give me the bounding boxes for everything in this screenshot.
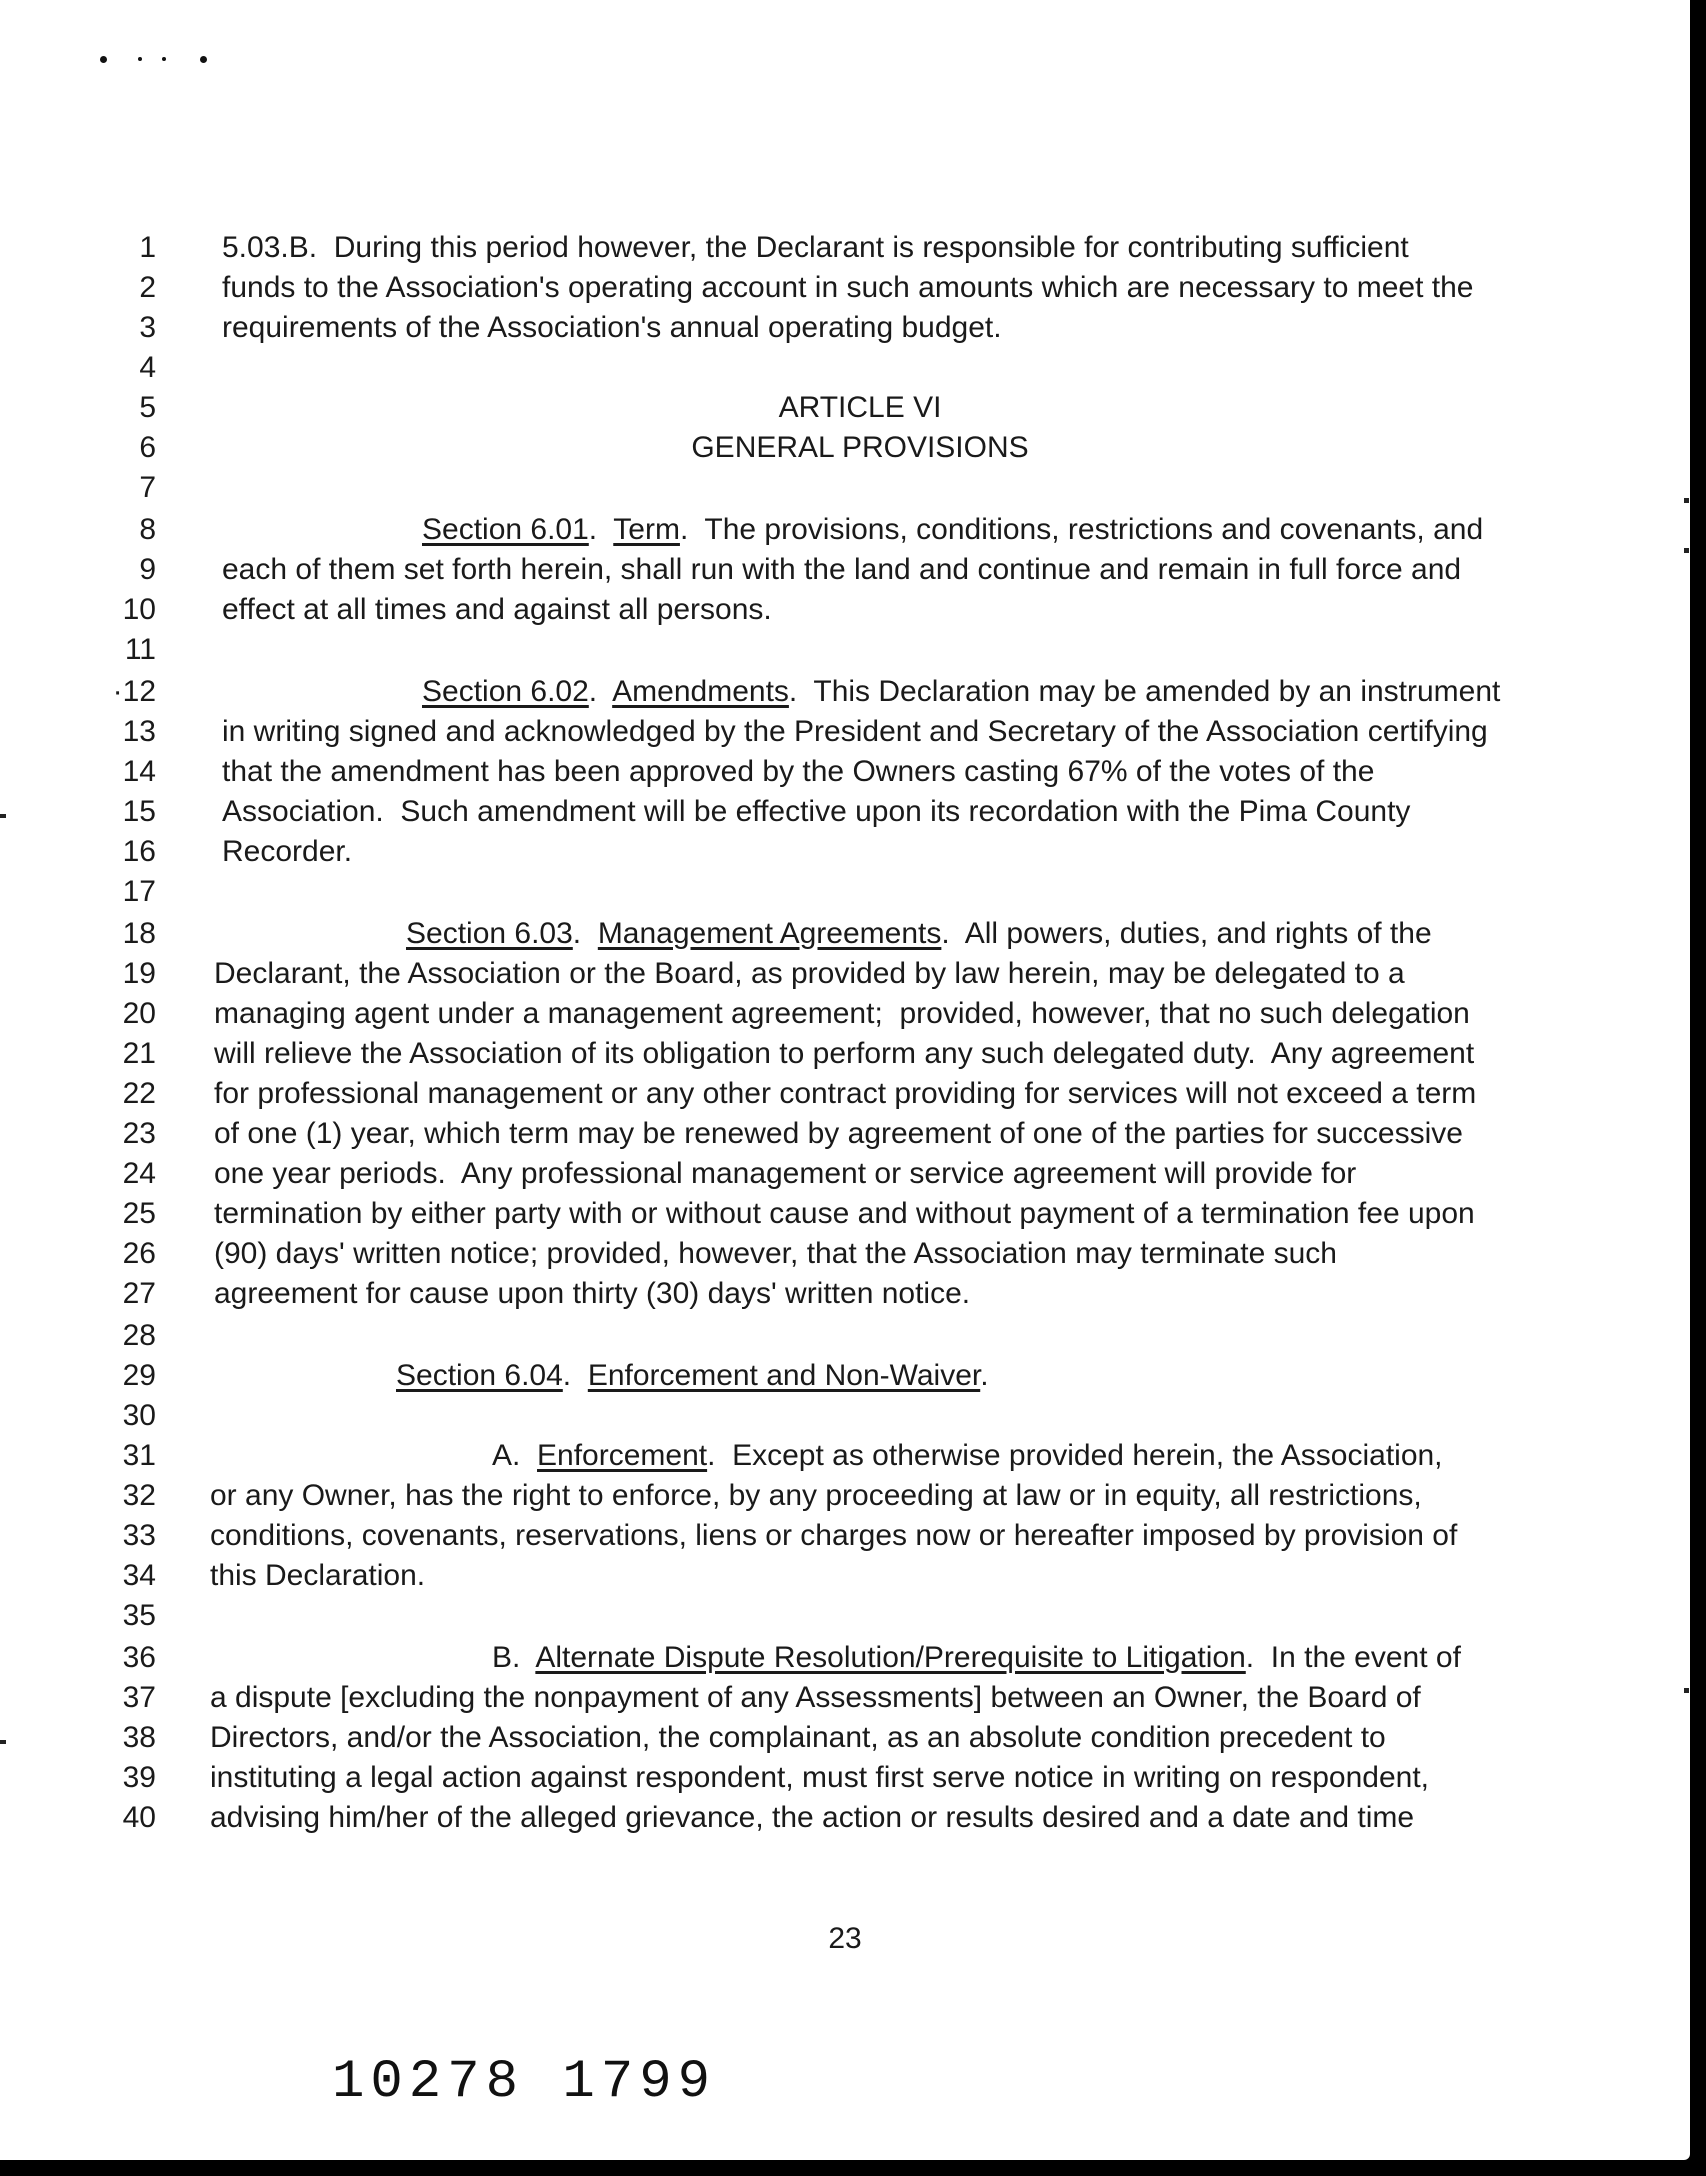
line-number: 13 [122, 715, 156, 748]
underlined-heading: Section 6.04 [396, 1359, 563, 1392]
line-text [0, 428, 1706, 468]
document-line [0, 1194, 1690, 1234]
document-line [0, 468, 1690, 508]
document-line [0, 1074, 1690, 1114]
text-run: . [562, 1359, 588, 1392]
line-text [214, 954, 1405, 994]
line-text [396, 1356, 989, 1396]
document-line [0, 590, 1690, 630]
document-line [0, 1114, 1690, 1154]
text-run: agreement for cause upon thirty (30) days' written notice. [214, 1277, 971, 1310]
document-line [0, 752, 1690, 792]
document-line [0, 1718, 1690, 1758]
document-line [0, 914, 1690, 954]
line-number: 28 [122, 1319, 156, 1352]
line-number: 18 [122, 917, 156, 950]
text-run: conditions, covenants, reservations, liens or charges now or hereafter imposed by provision of [210, 1519, 1458, 1552]
line-text [214, 1034, 1474, 1074]
document-line [0, 1356, 1690, 1396]
line-number: 39 [122, 1761, 156, 1794]
document-line [0, 388, 1690, 428]
line-text [210, 1798, 1414, 1838]
document-line [0, 1678, 1690, 1718]
text-run: B. [492, 1641, 536, 1674]
text-run: managing agent under a management agreement; provided, however, that no such delegation [214, 997, 1470, 1030]
document-line [0, 1234, 1690, 1274]
scan-mark [0, 814, 6, 818]
line-text [222, 590, 772, 630]
document-line [0, 550, 1690, 590]
document-line [0, 1758, 1690, 1798]
line-number: 40 [122, 1801, 156, 1834]
line-number: 16 [122, 835, 156, 868]
text-run: . [588, 675, 613, 708]
document-line [0, 428, 1690, 468]
line-number: 20 [122, 997, 156, 1030]
line-number: 35 [122, 1599, 156, 1632]
line-text [214, 1194, 1475, 1234]
document-line [0, 1638, 1690, 1678]
line-number: 19 [122, 957, 156, 990]
line-number: 26 [122, 1237, 156, 1270]
line-number: 15 [122, 795, 156, 828]
text-run: GENERAL PROVISIONS [691, 431, 1029, 464]
text-run: each of them set forth herein, shall run with the land and continue and remain in full force and [222, 553, 1462, 586]
underlined-heading: Section 6.01 [422, 513, 589, 546]
document-line [0, 1154, 1690, 1194]
document-line [0, 994, 1690, 1034]
document-line [0, 792, 1690, 832]
text-run: this Declaration. [210, 1559, 426, 1592]
document-line [0, 1798, 1690, 1838]
line-text [222, 832, 352, 872]
line-text [210, 1758, 1429, 1798]
text-run: A. [492, 1439, 538, 1472]
line-text [222, 268, 1473, 308]
line-text [210, 1678, 1421, 1718]
document-line [0, 1316, 1690, 1356]
document-number: 10278 1799 [332, 2052, 717, 2113]
underlined-heading: Management Agreements [597, 917, 942, 950]
text-run: in writing signed and acknowledged by the President and Secretary of the Association certifying [222, 715, 1488, 748]
line-number: 6 [139, 431, 156, 464]
underlined-heading: Amendments [612, 675, 789, 708]
scan-mark [1684, 1688, 1689, 1693]
line-text [492, 1436, 1443, 1476]
line-number: 3 [139, 311, 156, 344]
text-run: funds to the Association's operating account in such amounts which are necessary to meet the [222, 271, 1474, 304]
line-number: 29 [122, 1359, 156, 1392]
line-number: 10 [122, 593, 156, 626]
line-text [210, 1718, 1386, 1758]
line-number: 30 [122, 1399, 156, 1432]
document-line [0, 872, 1690, 912]
underlined-heading: Enforcement and Non-Waiver [587, 1359, 981, 1392]
line-number: 32 [122, 1479, 156, 1512]
text-run: for professional management or any other contract providing for services will not exceed a term [214, 1077, 1477, 1110]
line-number: 34 [122, 1559, 156, 1592]
text-run: . In the event of [1245, 1641, 1461, 1674]
line-text [210, 1516, 1457, 1556]
line-text [214, 1274, 970, 1314]
text-run: a dispute [excluding the nonpayment of any Assessments] between an Owner, the Board of [210, 1681, 1421, 1714]
text-run: Association. Such amendment will be effective upon its recordation with the Pima County [222, 795, 1411, 828]
line-number: 8 [139, 513, 156, 546]
line-text [422, 510, 1483, 550]
line-text [222, 712, 1488, 752]
text-run: one year periods. Any professional management or service agreement will provide for [214, 1157, 1357, 1190]
line-number: 7 [139, 471, 156, 504]
line-number: 14 [122, 755, 156, 788]
line-text [222, 792, 1410, 832]
line-text [222, 308, 1002, 348]
line-text [222, 228, 1409, 268]
document-line [0, 1596, 1690, 1636]
line-text [210, 1556, 425, 1596]
text-run: effect at all times and against all persons. [222, 593, 772, 626]
line-text [0, 388, 1706, 428]
line-number: 23 [122, 1117, 156, 1150]
line-number: 11 [124, 633, 156, 666]
scan-mark [1684, 498, 1689, 503]
document-line [0, 228, 1690, 268]
text-run: instituting a legal action against respondent, must first serve notice in writing on respondent, [210, 1761, 1430, 1794]
text-run: . [588, 513, 614, 546]
text-run: that the amendment has been approved by the Owners casting 67% of the votes of the [222, 755, 1375, 788]
line-number: ·12 [112, 675, 156, 708]
underlined-heading: Alternate Dispute Resolution/Prerequisite to Litigation [535, 1641, 1246, 1674]
document-line [0, 1476, 1690, 1516]
line-number: 25 [122, 1197, 156, 1230]
text-run: advising him/her of the alleged grievance, the action or results desired and a date and time [210, 1801, 1415, 1834]
line-text [214, 1114, 1463, 1154]
text-run: termination by either party with or without cause and without payment of a termination fee upon [214, 1197, 1475, 1230]
scan-mark [0, 1740, 6, 1744]
line-text [210, 1476, 1422, 1516]
line-text [214, 1234, 1337, 1274]
line-text [214, 1154, 1356, 1194]
line-number: 24 [122, 1157, 156, 1190]
text-run: . All powers, duties, and rights of the [941, 917, 1432, 950]
line-number: 36 [122, 1641, 156, 1674]
text-run: Declarant, the Association or the Board, as provided by law herein, may be delegated to a [214, 957, 1405, 990]
document-line [0, 1274, 1690, 1314]
line-text [406, 914, 1432, 954]
text-run: . This Declaration may be amended by an instrument [788, 675, 1501, 708]
page-number: 23 [828, 1922, 862, 1955]
text-run: (90) days' written notice; provided, however, that the Association may terminate such [214, 1237, 1337, 1270]
line-number: 22 [122, 1077, 156, 1110]
line-number: 17 [122, 875, 156, 908]
text-run: . The provisions, conditions, restrictions and covenants, and [679, 513, 1484, 546]
document-line [0, 712, 1690, 752]
line-number: 31 [122, 1439, 156, 1472]
line-number: 33 [122, 1519, 156, 1552]
document-line [0, 630, 1690, 670]
line-number: 2 [139, 271, 156, 304]
text-run: . [980, 1359, 989, 1392]
line-text [492, 1638, 1461, 1678]
document-line [0, 954, 1690, 994]
line-text [214, 994, 1470, 1034]
text-run: . [572, 917, 598, 950]
line-text [222, 550, 1461, 590]
line-number: 21 [122, 1037, 156, 1070]
underlined-heading: Term [613, 513, 680, 546]
scan-dots [100, 52, 220, 66]
text-run: will relieve the Association of its obligation to perform any such delegated duty. Any agreement [214, 1037, 1475, 1070]
underlined-heading: Enforcement [537, 1439, 708, 1472]
underlined-heading: Section 6.03 [406, 917, 573, 950]
document-line [0, 1034, 1690, 1074]
text-run: or any Owner, has the right to enforce, by any proceeding at law or in equity, all restrictions, [210, 1479, 1422, 1512]
text-run: . Except as otherwise provided herein, the Association, [707, 1439, 1443, 1472]
line-number: 9 [139, 553, 156, 586]
line-number: 37 [122, 1681, 156, 1714]
line-number: 4 [139, 351, 156, 384]
document-line [0, 672, 1690, 712]
text-run: 5.03.B. During this period however, the Declarant is responsible for contributing sufficient [222, 231, 1409, 264]
document-line [0, 832, 1690, 872]
text-run: requirements of the Association's annual operating budget. [222, 311, 1002, 344]
document-line [0, 268, 1690, 308]
scan-mark [1684, 548, 1689, 553]
text-run: of one (1) year, which term may be renewed by agreement of one of the parties for successive [214, 1117, 1463, 1150]
text-run: Recorder. [222, 835, 353, 868]
document-line [0, 1396, 1690, 1436]
line-number: 27 [122, 1277, 156, 1310]
line-text [222, 752, 1374, 792]
text-run: ARTICLE VI [778, 391, 942, 424]
document-line [0, 1516, 1690, 1556]
line-number: 5 [139, 391, 156, 424]
line-number: 38 [122, 1721, 156, 1754]
line-number: 1 [139, 231, 156, 264]
line-text [422, 672, 1500, 712]
document-line [0, 308, 1690, 348]
line-text [214, 1074, 1476, 1114]
document-line [0, 348, 1690, 388]
document-line [0, 1436, 1690, 1476]
text-run: Directors, and/or the Association, the complainant, as an absolute condition precedent to [210, 1721, 1386, 1754]
document-line [0, 1556, 1690, 1596]
underlined-heading: Section 6.02 [422, 675, 589, 708]
document-line [0, 510, 1690, 550]
